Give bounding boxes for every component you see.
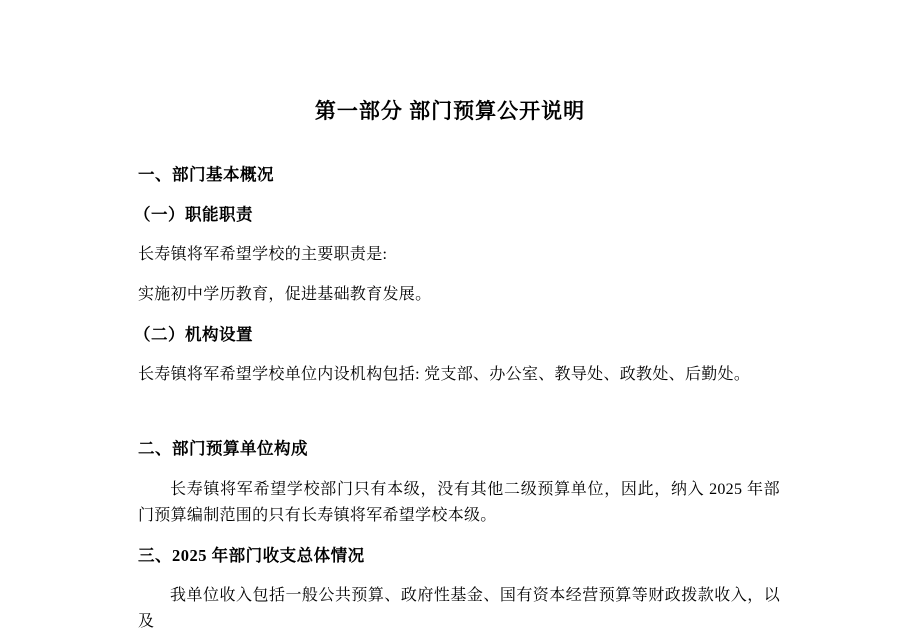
section-one-subheading-2: （二）机构设置 bbox=[134, 325, 253, 345]
page-title: 第一部分 部门预算公开说明 bbox=[314, 99, 586, 123]
section-one-subheading-1: （一）职能职责 bbox=[134, 204, 253, 224]
section-one-paragraph-3: 长寿镇将军希望学校单位内设机构包括: 党支部、办公室、教导处、政教处、后勤处。 bbox=[138, 366, 751, 384]
section-three bbox=[118, 543, 782, 635]
section-two bbox=[118, 436, 782, 528]
section-one-paragraph-1: 长寿镇将军希望学校的主要职责是: bbox=[138, 246, 388, 264]
section-two-heading: 二、部门预算单位构成 bbox=[138, 439, 308, 459]
section-one bbox=[118, 162, 782, 389]
section-two-paragraph-1: 长寿镇将军希望学校部门只有本级，没有其他二级预算单位，因此，纳入 2025 年部门预算编制范围的只有长寿镇将军希望学校本级。 bbox=[138, 480, 780, 524]
section-three-paragraph-1: 我单位收入包括一般公共预算、政府性基金、国有资本经营预算等财政拨款收入，以及 bbox=[138, 586, 780, 630]
section-one-paragraph-2: 实施初中学历教育，促进基础教育发展。 bbox=[138, 286, 432, 304]
section-spacer bbox=[118, 388, 782, 418]
section-three-heading: 三、2025 年部门收支总体情况 bbox=[138, 545, 365, 565]
section-one-heading: 一、部门基本概况 bbox=[138, 164, 274, 184]
